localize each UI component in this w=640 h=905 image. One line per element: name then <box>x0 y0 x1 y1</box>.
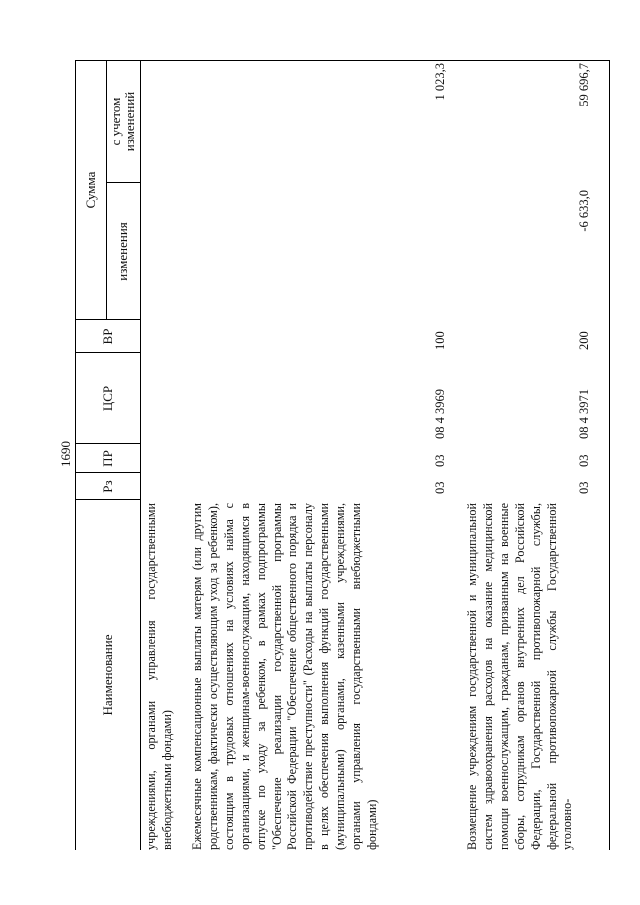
header-csr: ЦСР <box>99 385 115 412</box>
row-2-name: Возмещение учреждениям государственной и муниципальной систем здравоохранения расходов на оказание медицинской помощи военнослужащим, гражданам, призванным на военные сборы, сотрудникам органов внутренних дел Российской Федерации, Государственной противопожарной службы, федеральной противопожарной службы Государственной уголовно- <box>465 503 575 850</box>
header-sum: Сумма <box>82 171 98 209</box>
budget-table <box>75 60 610 850</box>
header-name: Наименование <box>99 634 115 716</box>
row-1-rz: 03 <box>433 481 447 494</box>
page-number: 1690 <box>58 441 73 467</box>
table-right-border <box>75 60 610 61</box>
header-rz: Рз <box>99 480 115 493</box>
row-2-pr: 03 <box>577 454 591 467</box>
row-2-csr: 08 4 3971 <box>577 389 591 439</box>
table-bottom-border <box>609 60 610 850</box>
header-with-changes: с учетом изменений <box>108 91 137 152</box>
row-1-csr: 08 4 3969 <box>433 389 447 439</box>
header-changes: изменения <box>115 222 131 281</box>
header-pr: ПР <box>99 450 115 467</box>
row-1-pr: 03 <box>433 454 447 467</box>
header-rule <box>140 60 141 850</box>
row-1-total: 1 023,3 <box>433 63 447 101</box>
row-2-rz: 03 <box>577 481 591 494</box>
row-0-name: учреждениями, органами управления государственными внебюджетными фондами) <box>144 503 174 850</box>
row-1-vr: 100 <box>433 331 447 350</box>
row-1-name: Ежемесячные компенсационные выплаты матерям (или другим родственникам, фактически осуществляющим уход за ребенком), состоящим в трудовых отношениях на условиях найма с организациями, и женщинам-военнослужащим, находящимся в отпуске по уходу за ребенком, в рамках подпрограммы "Обеспечение реализации государственной программы Российской Федерации "Обеспечение общественного порядка и противодействие преступности" (Расходы на выплаты персоналу в целях обеспечения выполнения функций государственными (муниципальными) органами, казенными учреждениями, органами управления государственными внебюджетными фондами) <box>190 503 379 850</box>
row-2-vr: 200 <box>577 331 591 350</box>
header-vr: ВР <box>99 328 115 345</box>
row-2-total: 59 696,7 <box>577 63 591 107</box>
row-2-change: -6 633,0 <box>577 190 591 232</box>
